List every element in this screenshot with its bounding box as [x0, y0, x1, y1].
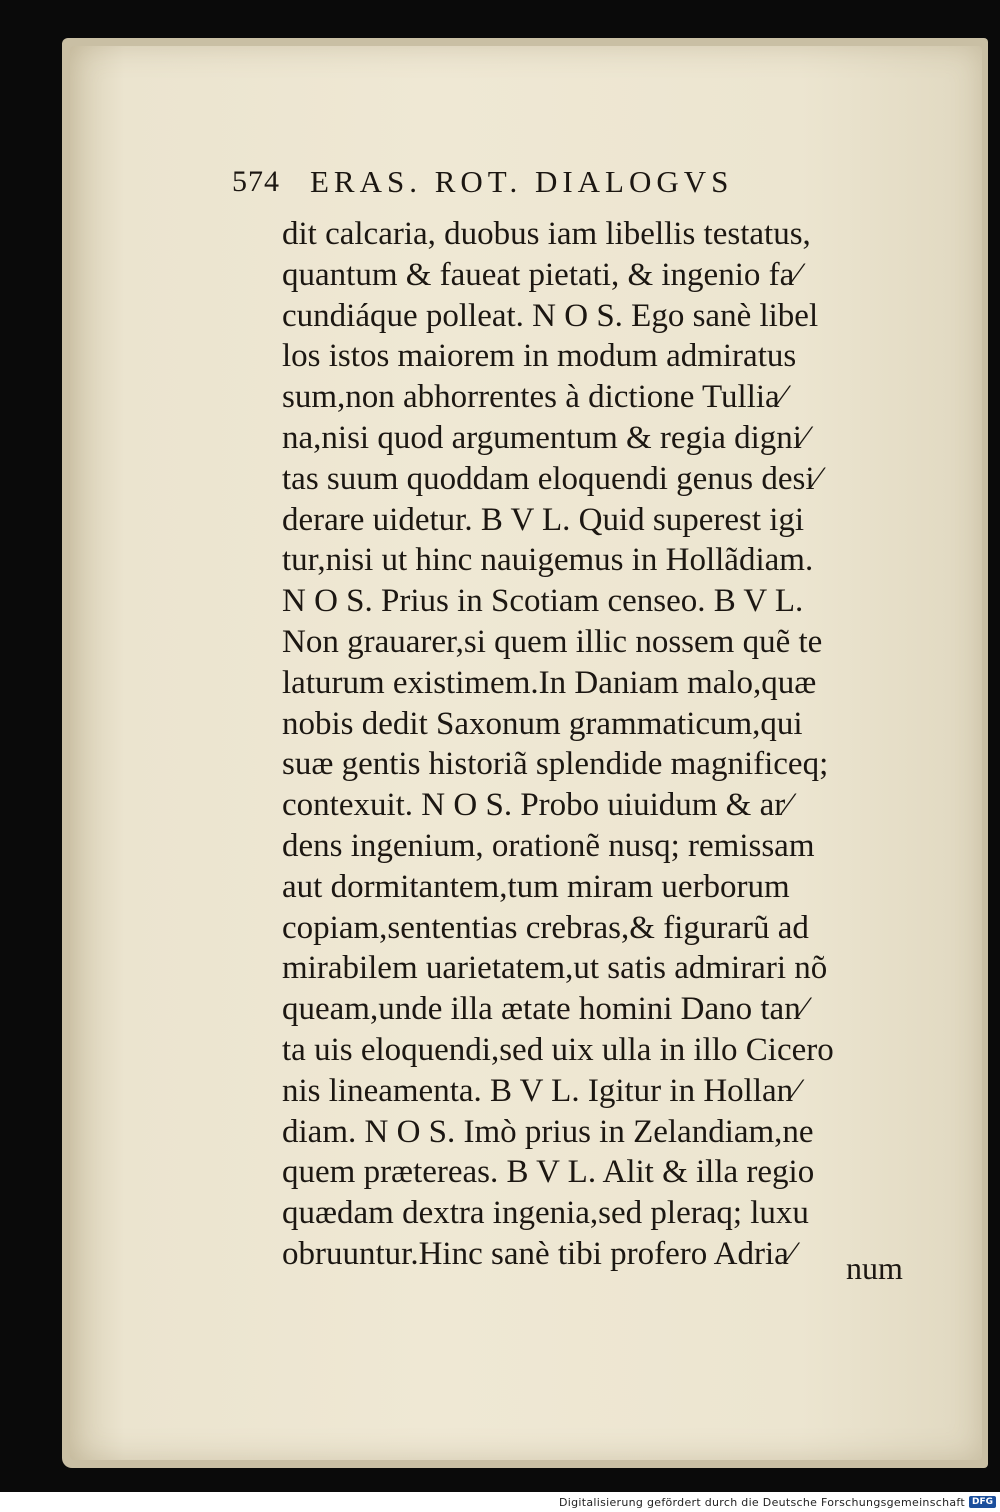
page-number: 574 [232, 165, 280, 198]
dfg-logo: DFG [969, 1496, 996, 1508]
text-line: queam,unde illa ætate homini Dano tan⁄ [282, 991, 807, 1028]
text-line: quædam dextra ingenia,sed pleraq; luxu [282, 1195, 809, 1232]
text-line: mirabilem uarietatem,ut satis admirari nõ [282, 950, 828, 987]
running-head [232, 160, 872, 204]
text-line: tas suum quoddam eloquendi genus desi⁄ [282, 460, 821, 497]
body-text [282, 214, 922, 1275]
text-line: quantum & faueat pietati, & ingenio fa⁄ [282, 256, 800, 293]
text-line: dens ingenium, orationẽ nusq; remissam [282, 827, 815, 864]
text-line: sum,non abhorrentes à dictione Tullia⁄ [282, 379, 786, 416]
text-line: nobis dedit Saxonum grammaticum,qui [282, 705, 803, 742]
text-line: N O S. Prius in Scotiam censeo. B V L. [282, 583, 804, 620]
text-line: nis lineamenta. B V L. Igitur in Hollan⁄ [282, 1072, 799, 1109]
text-line: diam. N O S. Imò prius in Zelandiam,ne [282, 1113, 814, 1150]
text-line: copiam,sententias crebras,& figurarũ ad [282, 909, 809, 946]
footer-credit: Digitalisierung gefördert durch die Deutsche Forschungsgemeinschaft [558, 1495, 965, 1509]
text-line: dit calcaria, duobus iam libellis testatus, [282, 216, 811, 252]
text-line: derare uidetur. B V L. Quid superest igi [282, 501, 805, 538]
text-line: quem prætereas. B V L. Alit & illa regio [282, 1154, 815, 1191]
text-line: na,nisi quod argumentum & regia digni⁄ [282, 419, 808, 456]
text-line: contexuit. N O S. Probo uiuidum & ar⁄ [282, 787, 791, 824]
text-line: los istos maiorem in modum admiratus [282, 338, 797, 375]
catchword: num [846, 1250, 903, 1286]
text-line: ta uis eloquendi,sed uix ulla in illo Cicero [282, 1031, 834, 1068]
footer-bar [0, 1492, 1000, 1512]
text-line: cundiáque polleat. N O S. Ego sanè libel [282, 297, 819, 334]
text-line: Non grauarer,si quem illic nossem quẽ te [282, 623, 823, 660]
running-head-title: ERAS. ROT. DIALOGVS [310, 164, 734, 199]
text-line: aut dormitantem,tum miram uerborum [282, 868, 790, 905]
text-line: tur,nisi ut hinc nauigemus in Hollãdiam. [282, 542, 814, 579]
text-line: suæ gentis historiã splendide magnificeq; [282, 746, 829, 783]
text-line: obruuntur.Hinc sanè tibi profero Adria⁄ [282, 1235, 795, 1272]
text-line: laturum existimem.In Daniam malo,quæ [282, 664, 817, 701]
